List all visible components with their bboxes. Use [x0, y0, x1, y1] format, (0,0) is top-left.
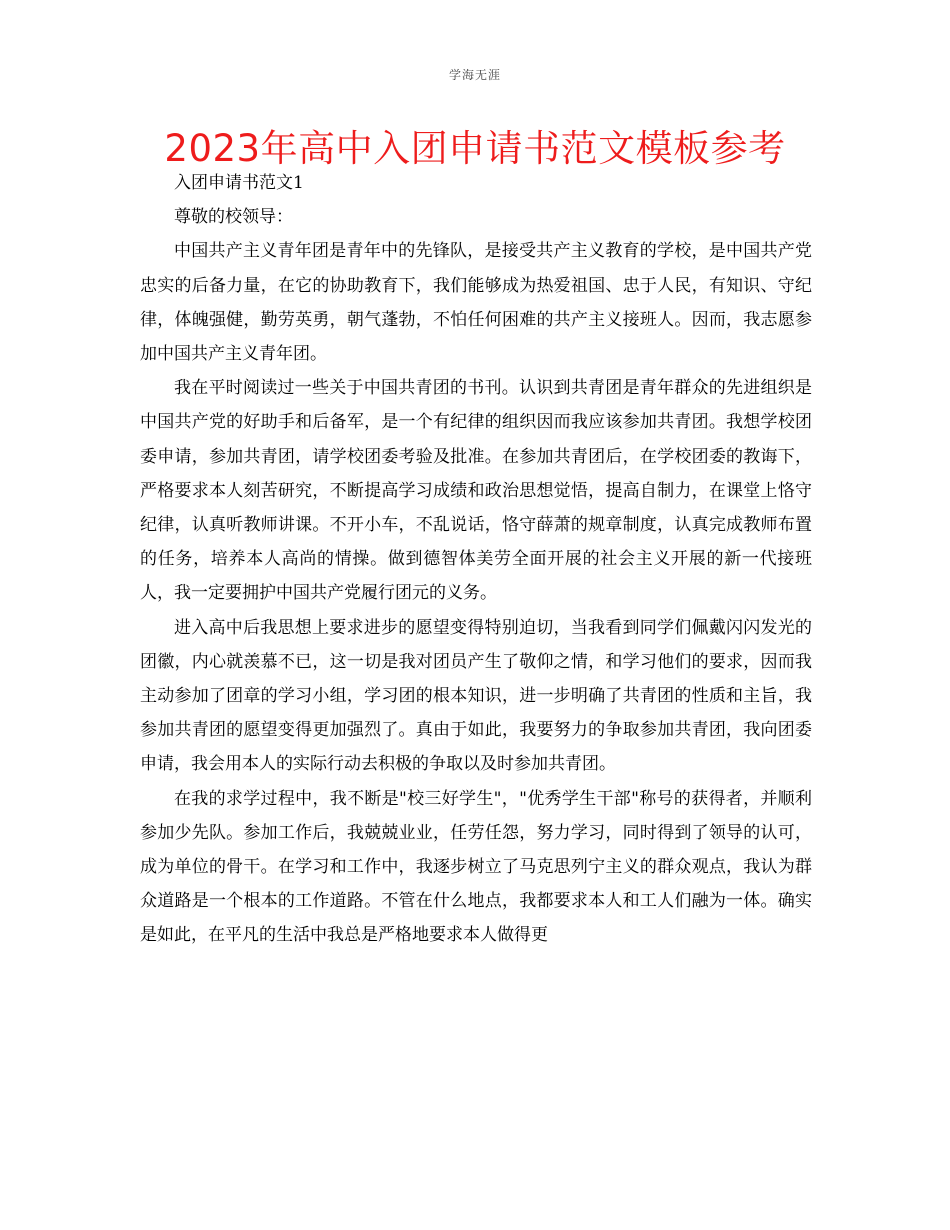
salutation: 尊敬的校领导： [174, 207, 293, 228]
page-header: 学海无涯 [448, 68, 501, 82]
document-body [140, 166, 812, 953]
body-paragraph: 进入高中后我思想上要求进步的愿望变得特别迫切，当我看到同学们佩戴闪闪发光的团徽，内心就羡慕不已，这一切是我对团员产生了敬仰之情，和学习他们的要求，因而我主动参加了团章的学习小组，学习团的根本知识，进一步明确了共青团的性质和主旨，我参加共青团的愿望变得更加强烈了。真由于如此，我要努力的争取参加共青团，我向团委申请，我会用本人的实际行动去积极的争取以及时参加共青团。 [140, 617, 812, 775]
body-paragraph: 我在平时阅读过一些关于中国共青团的书刊。认识到共青团是青年群众的先进组织是中国共产党的好助手和后备军，是一个有纪律的组织因而我应该参加共青团。我想学校团委申请，参加共青团，请学校团委考验及批准。在参加共青团后，在学校团委的教诲下，严格要求本人刻苦研究，不断提高学习成绩和政治思想觉悟，提高自制力，在课堂上恪守纪律，认真听教师讲课。不开小车，不乱说话，恪守薛萧的规章制度，认真完成教师布置的任务，培养本人高尚的情操。做到德智体美劳全面开展的社会主义开展的新一代接班人，我一定要拥护中国共产党履行团元的义务。 [140, 378, 812, 604]
body-paragraph: 在我的求学过程中，我不断是"校三好学生"，"优秀学生干部"称号的获得者，并顺利参加少先队。参加工作后，我兢兢业业，任劳任怨，努力学习，同时得到了领导的认可，成为单位的骨干。在学习和工作中，我逐步树立了马克思列宁主义的群众观点，我认为群众道路是一个根本的工作道路。不管在什么地点，我都要求本人和工人们融为一体。确实是如此，在平凡的生活中我总是严格地要求本人做得更 [140, 788, 812, 946]
document-title: 2023年高中入团申请书范文模板参考 [164, 127, 786, 170]
section-heading: 入团申请书范文1 [174, 173, 304, 193]
body-paragraph: 中国共产主义青年团是青年中的先锋队，是接受共产主义教育的学校，是中国共产党忠实的后备力量，在它的协助教育下，我们能够成为热爱祖国、忠于人民，有知识、守纪律，体魄强健，勤劳英勇，朝气蓬勃，不怕任何困难的共产主义接班人。因而，我志愿参加中国共产主义青年团。 [140, 241, 812, 365]
